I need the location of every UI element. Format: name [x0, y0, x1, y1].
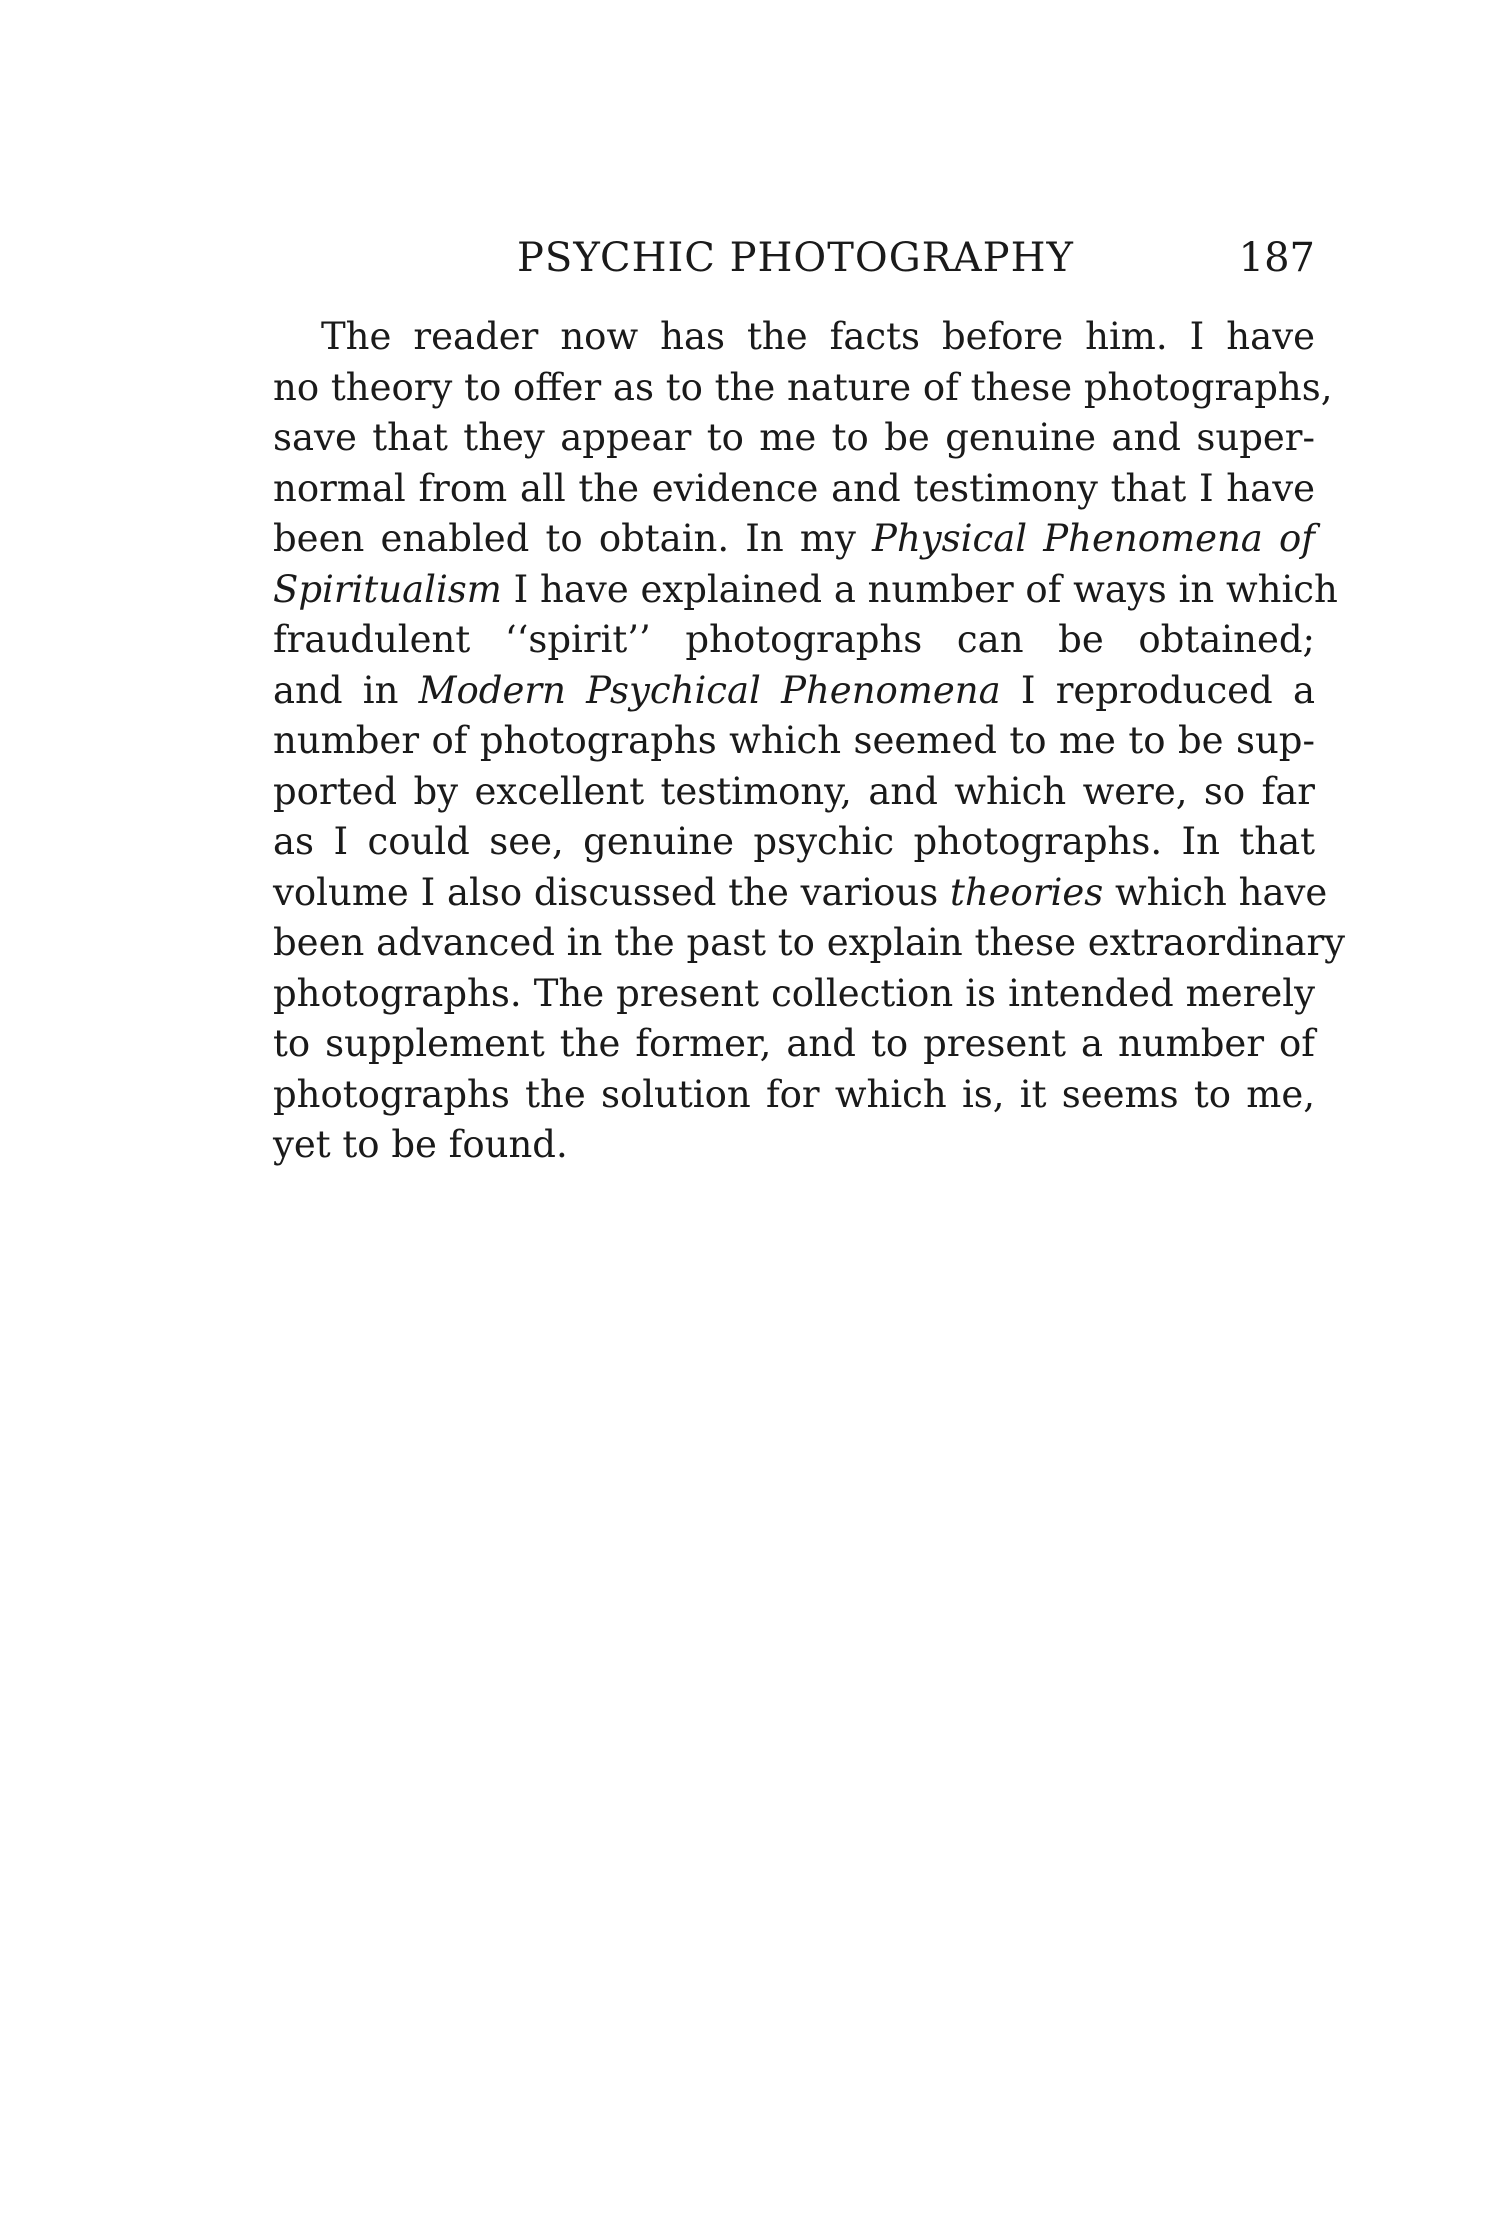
- line-text: number of photographs which seemed to me to be sup-: [273, 719, 1315, 762]
- paragraph-line-5: [273, 514, 1315, 565]
- line-text: The reader now has the facts before him. I have: [321, 315, 1315, 358]
- paragraph-line-11: [273, 817, 1315, 868]
- line-text: photographs the solution for which is, it seems to me,: [273, 1072, 1315, 1116]
- line-text: been advanced in the past to explain these extraordinary: [273, 921, 1346, 964]
- line-text: yet to be found.: [273, 1123, 568, 1166]
- line-text: been enabled to obtain. In my: [273, 517, 873, 560]
- paragraph-line-16: [273, 1070, 1315, 1121]
- paragraph-line-2: [273, 363, 1333, 414]
- paragraph-line-8: [273, 666, 1315, 717]
- line-text: normal from all the evidence and testimony that I have: [273, 466, 1315, 510]
- paragraph-line-10: [273, 767, 1315, 818]
- line-text: I have explained a number of ways in which: [501, 567, 1338, 611]
- paragraph-line-1: [273, 312, 1315, 363]
- running-head-title: PSYCHIC PHOTOGRAPHY: [517, 235, 1074, 281]
- paragraph-line-7: [273, 615, 1315, 666]
- paragraph-line-13: [273, 918, 1346, 969]
- paragraph-line-15: [273, 1019, 1315, 1070]
- paragraph-line-4: [273, 464, 1315, 515]
- line-text: I reproduced a: [1000, 668, 1316, 712]
- body-paragraph: [273, 312, 1346, 1171]
- book-title-italic: Physical Phenomena of: [872, 517, 1315, 560]
- line-text: as I could see, genuine psychic photographs. In that: [273, 820, 1315, 863]
- line-text: which have: [1103, 870, 1328, 914]
- emphasis-italic: theories: [949, 870, 1104, 914]
- running-head: [273, 228, 1315, 288]
- paragraph-line-6: [273, 565, 1338, 616]
- book-title-italic: Spiritualism: [273, 567, 502, 611]
- line-text: photographs. The present collection is intended merely: [273, 971, 1315, 1015]
- paragraph-line-14: [273, 969, 1315, 1020]
- line-text: to supplement the former, and to present a number of: [273, 1022, 1315, 1065]
- line-text: save that they appear to me to be genuine and super-: [273, 416, 1315, 459]
- page-number: 187: [1238, 235, 1315, 281]
- paragraph-line-12: [273, 868, 1328, 919]
- line-text: volume I also discussed the various: [273, 870, 950, 914]
- paragraph-line-3: [273, 413, 1315, 464]
- paragraph-line-17: [273, 1120, 1315, 1171]
- line-text: no theory to offer as to the nature of these photographs,: [273, 365, 1333, 409]
- paragraph-line-9: [273, 716, 1315, 767]
- book-title-italic: Modern Psychical Phenomena: [418, 668, 1001, 712]
- line-text: fraudulent ‘‘spirit’’ photographs can be obtained;: [273, 618, 1315, 661]
- line-text: ported by excellent testimony, and which were, so far: [273, 769, 1315, 813]
- line-text: and in: [273, 668, 419, 712]
